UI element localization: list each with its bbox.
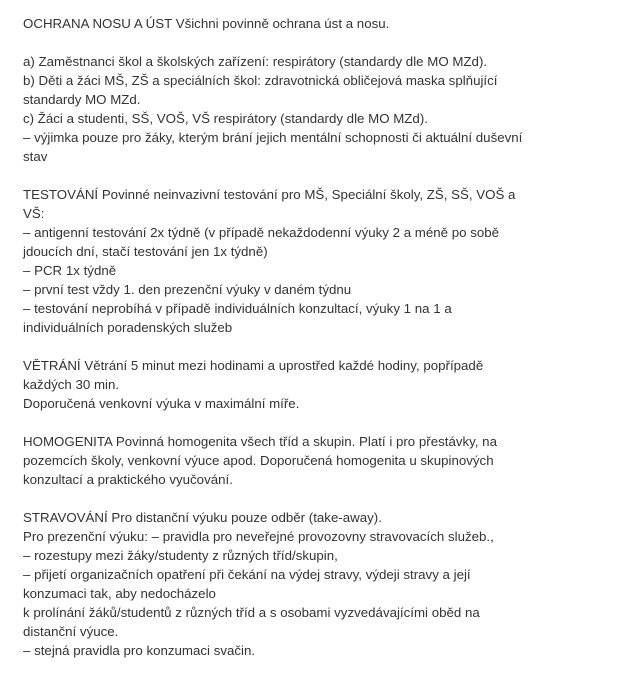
text-line: a) Zaměstnanci škol a školských zařízení: respirátory (standardy dle MO MZd). — [23, 54, 488, 69]
text-line: konzumaci tak, aby nedocházelo — [23, 586, 216, 601]
paragraph — [23, 356, 555, 394]
paragraph — [23, 565, 555, 603]
paragraph — [23, 527, 555, 546]
paragraph — [23, 603, 555, 641]
paragraph — [23, 223, 555, 261]
document-body — [23, 14, 555, 679]
text-line: distanční výuce. — [23, 624, 119, 639]
section-testovani — [23, 185, 555, 337]
section-stravovani — [23, 508, 555, 660]
text-line: každých 30 min. — [23, 377, 120, 392]
paragraph — [23, 52, 555, 71]
paragraph — [23, 261, 555, 280]
text-line: HOMOGENITA Povinná homogenita všech tříd a skupin. Platí i pro přestávky, na — [23, 434, 497, 449]
paragraph — [23, 641, 555, 660]
paragraph — [23, 109, 555, 128]
text-line: – stejná pravidla pro konzumaci svačin. — [23, 643, 256, 658]
text-line: Pro prezenční výuku: – pravidla pro neveřejné provozovny stravovacích služeb., — [23, 529, 494, 544]
text-line: VŠ: — [23, 206, 45, 221]
section-homogenita — [23, 432, 555, 489]
text-line: TESTOVÁNÍ Povinné neinvazivní testování pro MŠ, Speciální školy, ZŠ, SŠ, VOŠ a — [23, 187, 516, 202]
paragraph — [23, 432, 555, 489]
text-line: – antigenní testování 2x týdně (v případě nekaždodenní výuky 2 a méně po sobě — [23, 225, 500, 240]
text-line: – testování neprobíhá v případě individuálních konzultací, výuky 1 na 1 a — [23, 301, 452, 316]
text-line: – přijetí organizačních opatření při čekání na výdej stravy, výdeji stravy a její — [23, 567, 471, 582]
paragraph — [23, 299, 555, 337]
paragraph — [23, 14, 555, 33]
text-line: – první test vždy 1. den prezenční výuky v daném týdnu — [23, 282, 352, 297]
text-line: c) Žáci a studenti, SŠ, VOŠ, VŠ respirátory (standardy dle MO MZd). — [23, 111, 428, 126]
paragraph — [23, 128, 555, 166]
text-line: Doporučená venkovní výuka v maximální míře. — [23, 396, 300, 411]
text-line: b) Děti a žáci MŠ, ZŠ a speciálních škol: zdravotnická obličejová maska splňující — [23, 73, 498, 88]
text-line: OCHRANA NOSU A ÚST Všichni povinně ochrana úst a nosu. — [23, 16, 390, 31]
paragraph — [23, 185, 555, 223]
text-line: k prolínání žáků/studentů z různých tříd a s osobami vyzvedávajícími oběd na — [23, 605, 480, 620]
text-line: – PCR 1x týdně — [23, 263, 117, 278]
text-line: pozemcích školy, venkovní výuce apod. Doporučená homogenita u skupinových — [23, 453, 494, 468]
text-line: konzultací a praktického vyučování. — [23, 472, 233, 487]
text-line: – rozestupy mezi žáky/studenty z různých tříd/skupin, — [23, 548, 338, 563]
paragraph — [23, 280, 555, 299]
text-line: STRAVOVÁNÍ Pro distanční výuku pouze odběr (take-away). — [23, 510, 382, 525]
paragraph — [23, 546, 555, 565]
section-vetrani — [23, 356, 555, 413]
section-ochrana — [23, 14, 555, 33]
text-line: stav — [23, 149, 48, 164]
paragraph — [23, 71, 555, 109]
paragraph — [23, 394, 555, 413]
section-ochrana-list — [23, 52, 555, 166]
text-line: VĚTRÁNÍ Větrání 5 minut mezi hodinami a uprostřed každé hodiny, popřípadě — [23, 358, 484, 373]
text-line: individuálních poradenských služeb — [23, 320, 233, 335]
paragraph — [23, 508, 555, 527]
text-line: standardy MO MZd. — [23, 92, 141, 107]
text-line: – výjimka pouze pro žáky, kterým brání jejich mentální schopnosti či aktuální duševní — [23, 130, 523, 145]
text-line: jdoucích dní, stačí testování jen 1x týdně) — [23, 244, 268, 259]
